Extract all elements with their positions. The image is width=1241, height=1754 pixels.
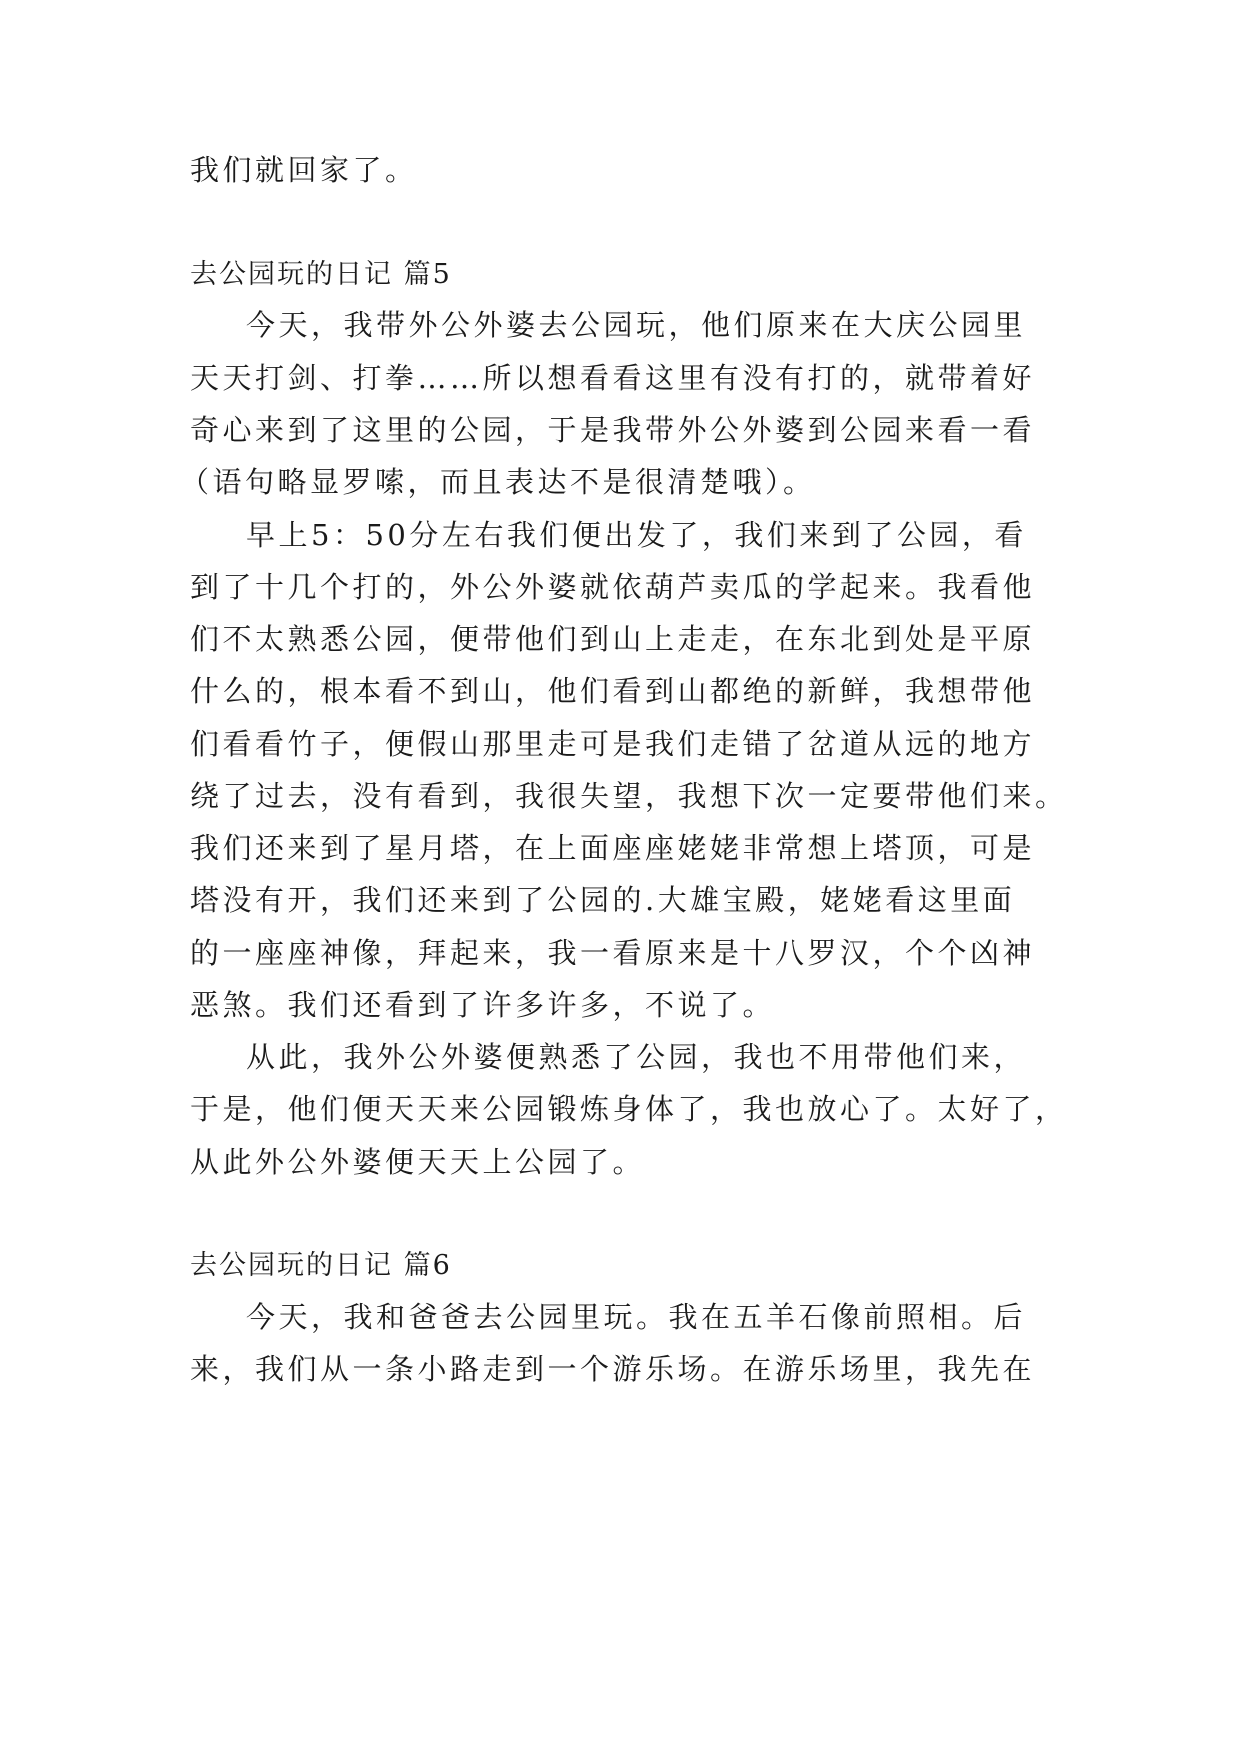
- text-line: 们不太熟悉公园，便带他们到山上走走，在东北到处是平原: [190, 622, 1036, 656]
- text-line: 天天打剑、打拳……所以想看看这里有没有打的，就带着好: [190, 361, 1036, 395]
- text-line: 的一座座神像，拜起来，我一看原来是十八罗汉，个个凶神: [190, 936, 1036, 970]
- text-line: 绕了过去，没有看到，我很失望，我想下次一定要带他们来。: [190, 779, 1068, 813]
- text-line: （语句略显罗嗦，而且表达不是很清楚哦）。: [180, 465, 816, 499]
- text-line: 于是，他们便天天来公园锻炼身体了，我也放心了。太好了，: [190, 1092, 1068, 1126]
- text-line: 塔没有开，我们还来到了公园的.大雄宝殿，姥姥看这里面: [190, 883, 1016, 917]
- text-line: 来，我们从一条小路走到一个游乐场。在游乐场里，我先在: [190, 1352, 1036, 1386]
- text-line: 到了十几个打的，外公外婆就依葫芦卖瓜的学起来。我看他: [190, 570, 1036, 604]
- text-line: 我们就回家了。: [190, 153, 418, 187]
- text-line: 我们还来到了星月塔，在上面座座姥姥非常想上塔顶，可是: [190, 831, 1036, 865]
- text-line: 奇心来到了这里的公园，于是我带外公外婆到公园来看一看: [190, 413, 1036, 447]
- text-line: 们看看竹子，便假山那里走可是我们走错了岔道从远的地方: [190, 727, 1036, 761]
- section-heading: 去公园玩的日记 篇6: [190, 1250, 452, 1281]
- text-line: 今天，我带外公外婆去公园玩，他们原来在大庆公园里: [246, 308, 1027, 342]
- text-line: 什么的，根本看不到山，他们看到山都绝的新鲜，我想带他: [190, 674, 1036, 708]
- text-line: 早上5：50分左右我们便出发了，我们来到了公园，看: [246, 518, 1027, 552]
- text-line: 今天，我和爸爸去公园里玩。我在五羊石像前照相。后: [246, 1300, 1027, 1334]
- text-line: 从此外公外婆便天天上公园了。: [190, 1145, 646, 1179]
- text-line: 从此，我外公外婆便熟悉了公园，我也不用带他们来，: [246, 1040, 1027, 1074]
- section-heading: 去公园玩的日记 篇5: [190, 259, 452, 290]
- text-line: 恶煞。我们还看到了许多许多，不说了。: [190, 988, 776, 1022]
